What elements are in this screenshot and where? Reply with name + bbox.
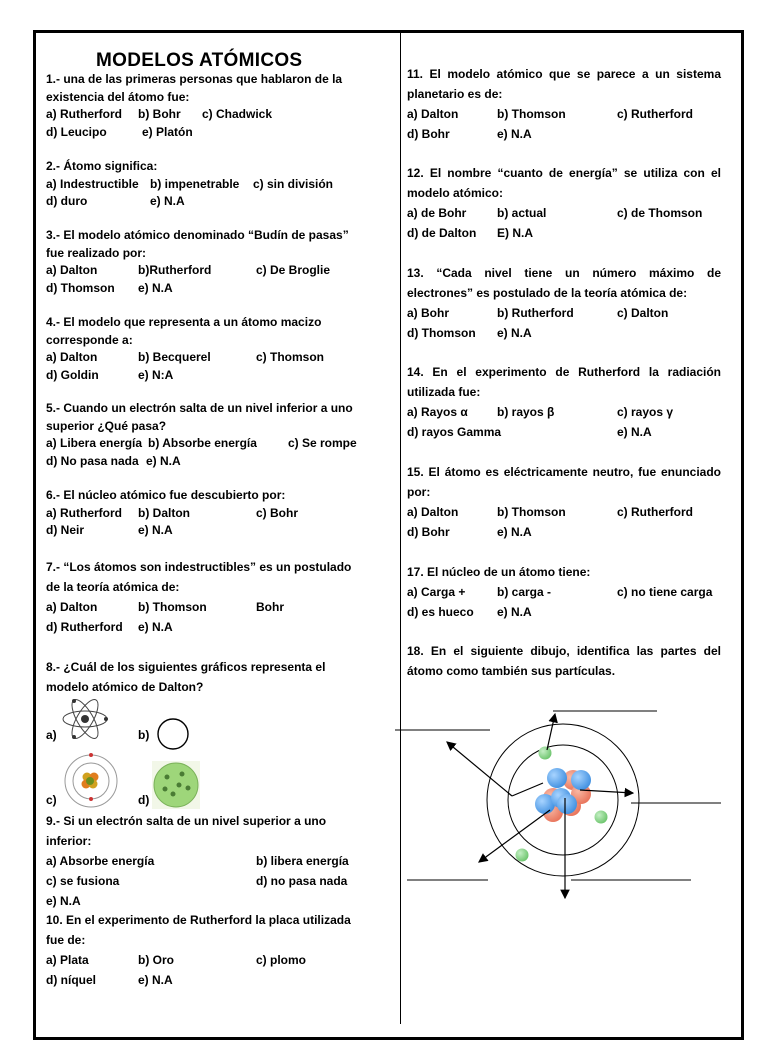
question-text: utilizada fue:	[407, 385, 481, 399]
question-text: corresponde a:	[46, 332, 133, 347]
option-b[interactable]: b) Thomson	[497, 107, 566, 121]
option-a[interactable]: a) Dalton	[46, 263, 98, 277]
question-text: 8.- ¿Cuál de los siguientes gráficos representa el	[46, 660, 326, 674]
option-e[interactable]: e) N.A	[617, 425, 652, 439]
option-d-label[interactable]: d)	[138, 793, 150, 807]
nucleus	[535, 768, 591, 822]
question-text: 18. En el siguiente dibujo, identifica las partes del	[407, 644, 721, 658]
electron	[516, 849, 529, 862]
question-17	[407, 562, 721, 622]
option-a[interactable]: a) Dalton	[407, 107, 459, 121]
question-5	[46, 400, 366, 470]
question-7	[46, 557, 366, 637]
option-d[interactable]: d) Rutherford	[46, 620, 123, 634]
option-e[interactable]: e) N.A	[497, 525, 532, 539]
arrow-to-nucleus	[512, 783, 543, 796]
option-a[interactable]: a) Dalton	[407, 505, 459, 519]
option-b[interactable]: b) Dalton	[138, 505, 190, 520]
question-18	[407, 641, 721, 681]
option-c-label[interactable]: c)	[46, 793, 57, 807]
option-a[interactable]: a) Bohr	[407, 306, 449, 320]
option-b[interactable]: b) Oro	[138, 953, 174, 967]
question-text: fue realizado por:	[46, 245, 147, 260]
option-e[interactable]: e) N.A	[497, 326, 532, 340]
option-b[interactable]: b)Rutherford	[138, 263, 212, 277]
option-c[interactable]: c) de Thomson	[617, 206, 703, 220]
question-text: átomo como también sus partículas.	[407, 664, 616, 678]
question-text: 3.- El modelo atómico denominado “Budín de pasas”	[46, 228, 349, 242]
option-e[interactable]: e) N.A	[497, 605, 532, 619]
question-10	[46, 910, 366, 990]
option-d[interactable]: d) no pasa nada	[256, 874, 348, 888]
question-text: 14. En el experimento de Rutherford la radiación	[407, 365, 721, 379]
question-11	[407, 64, 721, 144]
option-e[interactable]: e) N.A	[138, 620, 173, 634]
option-e[interactable]: e) Platón	[142, 124, 193, 139]
option-a[interactable]: a) Dalton	[46, 600, 98, 614]
question-1	[46, 71, 366, 141]
question-text: 12. El nombre “cuanto de energía” se utiliza con el	[407, 166, 721, 180]
option-b[interactable]: b) Rutherford	[497, 306, 574, 320]
option-d[interactable]: d) Goldin	[46, 367, 99, 382]
option-a[interactable]: a) de Bohr	[407, 206, 467, 220]
question-text: 4.- El modelo que representa a un átomo macizo	[46, 315, 322, 329]
rutherford-atom-icon[interactable]	[60, 697, 110, 741]
electron	[595, 811, 608, 824]
option-d[interactable]: d) No pasa nada	[46, 453, 139, 468]
question-text: 7.- “Los átomos son indestructibles” es un postulado	[46, 560, 352, 574]
question-text: superior ¿Qué pasa?	[46, 418, 167, 433]
option-e[interactable]: e) N:A	[138, 367, 174, 382]
question-text: 9.- Si un electrón salta de un nivel superior a uno	[46, 814, 327, 828]
option-e[interactable]: E) N.A	[497, 226, 533, 240]
option-b[interactable]: b) actual	[497, 206, 547, 220]
option-d[interactable]: d) Thomson	[407, 326, 476, 340]
option-c[interactable]: c) sin división	[253, 176, 334, 191]
question-13	[407, 263, 721, 343]
question-3	[46, 227, 366, 297]
option-c[interactable]: Bohr	[256, 600, 284, 614]
option-d[interactable]: d) rayos Gamma	[407, 425, 502, 439]
option-a[interactable]: a) Libera energía	[46, 436, 143, 450]
option-a[interactable]: a) Rutherford	[46, 107, 122, 121]
option-b[interactable]: b) Absorbe energía	[148, 436, 257, 450]
option-c[interactable]: c) plomo	[256, 953, 306, 967]
option-d[interactable]: d) de Dalton	[407, 226, 477, 240]
question-text: modelo atómico de Dalton?	[46, 680, 204, 694]
option-b[interactable]: b) libera energía	[256, 854, 349, 868]
option-a[interactable]: a) Carga +	[407, 585, 466, 599]
option-a-label[interactable]: a)	[46, 728, 57, 742]
question-text: 11. El modelo atómico que se parece a un sistema	[407, 67, 721, 81]
option-c[interactable]: c) Bohr	[256, 505, 298, 520]
option-d[interactable]: d) es hueco	[407, 605, 474, 619]
option-a[interactable]: a) Indestructible	[46, 176, 139, 191]
option-e[interactable]: e) N.A	[146, 453, 181, 468]
option-c[interactable]: c) Rutherford	[617, 107, 693, 121]
option-a[interactable]: a) Plata	[46, 953, 89, 967]
question-6	[46, 487, 366, 540]
question-text: 5.- Cuando un electrón salta de un nivel inferior a uno	[46, 401, 353, 415]
option-a[interactable]: a) Rayos α	[407, 405, 468, 419]
question-15	[407, 462, 721, 542]
question-14	[407, 362, 721, 442]
option-b[interactable]: b) Becquerel	[138, 350, 211, 364]
option-d[interactable]: d) Neir	[46, 523, 85, 537]
option-c[interactable]: c) no tiene carga	[617, 585, 713, 599]
question-text: planetario es de:	[407, 87, 503, 101]
question-text: por:	[407, 485, 431, 499]
question-text: 10. En el experimento de Rutherford la placa utilizada	[46, 913, 351, 927]
page-title: MODELOS ATÓMICOS	[96, 50, 303, 71]
question-text: 2.- Átomo significa:	[46, 159, 158, 173]
question-text: fue de:	[46, 933, 86, 947]
option-a[interactable]: a) Rutherford	[46, 505, 122, 520]
question-text: 15. El átomo es eléctricamente neutro, fue enunciado	[407, 465, 721, 479]
option-c[interactable]: c) Se rompe	[288, 436, 357, 450]
atom-diagram	[395, 700, 730, 900]
question-text: 17. El núcleo de un átomo tiene:	[407, 565, 591, 579]
option-d[interactable]: d) Leucipo	[46, 124, 107, 139]
option-d[interactable]: d) duro	[46, 194, 88, 208]
question-8	[46, 657, 366, 697]
option-d[interactable]: d) Thomson	[46, 280, 115, 295]
question-text: 6.- El núcleo atómico fue descubierto por:	[46, 488, 286, 502]
question-text: de la teoría atómica de:	[46, 580, 180, 594]
option-e[interactable]: e) N.A	[497, 127, 532, 141]
option-b-label[interactable]: b)	[138, 728, 150, 742]
question-9	[46, 811, 366, 908]
option-d[interactable]: d) Bohr	[407, 127, 450, 141]
arrow-to-outer	[447, 742, 512, 796]
option-c[interactable]: c) Thomson	[256, 350, 324, 364]
option-d[interactable]: d) Bohr	[407, 525, 450, 539]
solid-sphere-icon[interactable]	[156, 717, 190, 751]
option-c[interactable]: c) se fusiona	[46, 874, 120, 888]
question-text: 13. “Cada nivel tiene un número máximo de	[407, 266, 721, 280]
question-text: modelo atómico:	[407, 186, 504, 200]
option-b[interactable]: b) carga -	[497, 585, 552, 599]
question-text: 1.- una de las primeras personas que hablaron de la	[46, 72, 343, 86]
option-d[interactable]: d) níquel	[46, 973, 96, 987]
question-2	[46, 158, 366, 211]
arrow-up	[547, 714, 555, 750]
option-e[interactable]: e) N.A	[150, 194, 185, 208]
question-text: inferior:	[46, 834, 92, 848]
option-e[interactable]: e) N.A	[138, 973, 173, 987]
question-12	[407, 163, 721, 243]
arrow-down-left	[479, 810, 550, 862]
option-c[interactable]: c) rayos γ	[617, 405, 674, 419]
option-b[interactable]: b) Thomson	[138, 600, 207, 614]
option-a[interactable]: a) Absorbe energía	[46, 854, 155, 868]
question-text: electrones” es postulado de la teoría atómica de:	[407, 286, 688, 300]
option-b[interactable]: b) impenetrable	[150, 176, 240, 191]
option-b[interactable]: b) Bohr	[138, 107, 181, 121]
question-4	[46, 314, 366, 384]
option-e[interactable]: e) N.A	[138, 523, 173, 537]
option-b[interactable]: b) rayos β	[497, 405, 555, 419]
bohr-atom-icon[interactable]	[62, 753, 120, 809]
option-c[interactable]: c) Dalton	[617, 306, 669, 320]
electron	[539, 747, 552, 760]
option-b[interactable]: b) Thomson	[497, 505, 566, 519]
question-text: existencia del átomo fue:	[46, 89, 190, 104]
option-a[interactable]: a) Dalton	[46, 350, 98, 364]
thomson-model-icon[interactable]	[152, 761, 200, 809]
option-c[interactable]: c) De Broglie	[256, 263, 331, 277]
option-c[interactable]: c) Rutherford	[617, 505, 693, 519]
option-c[interactable]: c) Chadwick	[202, 107, 273, 121]
option-e[interactable]: e) N.A	[46, 894, 81, 908]
option-e[interactable]: e) N.A	[138, 280, 173, 295]
